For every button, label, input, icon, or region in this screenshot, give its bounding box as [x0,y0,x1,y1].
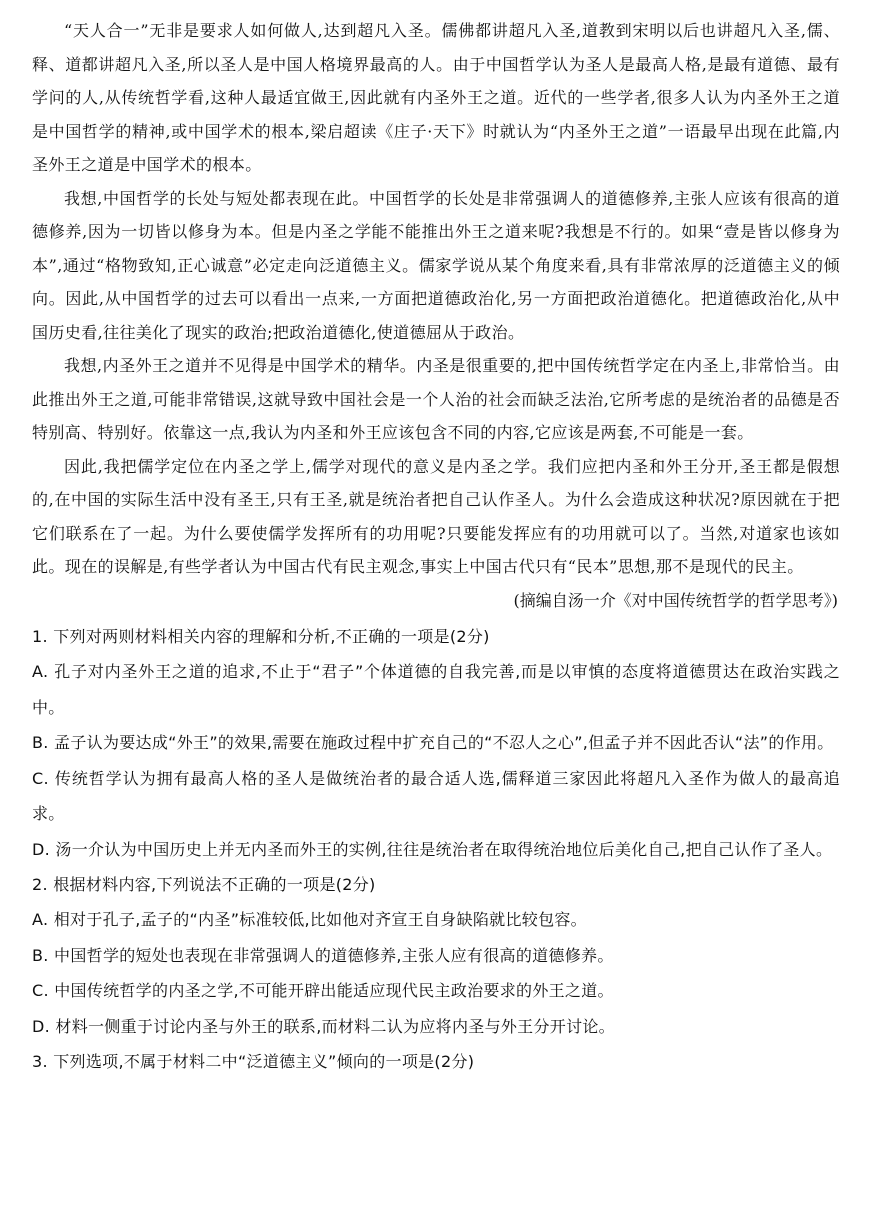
question-1 [32,619,840,867]
question-stem: 3. 下列选项,不属于材料二中“泛道德主义”倾向的一项是(2分) [32,1052,475,1071]
question-2 [32,867,840,1044]
passage-paragraph: 因此,我把儒学定位在内圣之学上,儒学对现代的意义是内圣之学。我们应把内圣和外王分开,圣王都是假想的,在中国的实际生活中没有圣王,只有王圣,就是统治者把自己认作圣人。为什么会造成这种状况?原因就在于把它们联系在了一起。为什么要使儒学发挥所有的功用呢?只要能发挥应有的功用就可以了。当然,对道家也该如此。现在的误解是,有些学者认为中国古代有民主观念,事实上中国古代只有“民本”思想,那不是现代的民主。 [32,456,840,576]
option-d[interactable]: D. 汤一介认为中国历史上并无内圣而外王的实例,往往是统治者在取得统治地位后美化自己,把自己认作了圣人。 [32,839,833,859]
option-c[interactable]: C. 中国传统哲学的内圣之学,不可能开辟出能适应现代民主政治要求的外王之道。 [32,981,614,1000]
option-b[interactable]: B. 中国哲学的短处也表现在非常强调人的道德修养,主张人应有很高的道德修养。 [32,945,614,965]
option-d[interactable]: D. 材料一侧重于讨论内圣与外王的联系,而材料二认为应将内圣与外王分开讨论。 [32,1016,615,1036]
passage-paragraph: 我想,中国哲学的长处与短处都表现在此。中国哲学的长处是非常强调人的道德修养,主张人应该有很高的道德修养,因为一切皆以修身为本。但是内圣之学能不能推出外王之道来呢?我想是不行的。如果“壹是皆以修身为本”,通过“格物致知,正心诚意”必定走向泛道德主义。儒家学说从某个角度来看,具有非常浓厚的泛道德主义的倾向。因此,从中国哲学的过去可以看出一点来,一方面把道德政治化,另一方面把政治道德化。把道德政治化,从中国历史看,往往美化了现实的政治;把政治道德化,使道德屈从于政治。 [32,188,840,342]
question-3 [32,1044,840,1079]
reading-passage [32,14,840,617]
question-list [32,619,840,1079]
option-b[interactable]: B. 孟子认为要达成“外王”的效果,需要在施政过程中扩充自己的“不忍人之心”,但孟子并不因此否认“法”的作用。 [32,733,834,752]
option-c[interactable]: C. 传统哲学认为拥有最高人格的圣人是做统治者的最合适人选,儒释道三家因此将超凡入圣作为做人的最高追求。 [32,768,840,823]
question-stem: 1. 下列对两则材料相关内容的理解和分析,不正确的一项是(2分) [32,627,490,646]
option-a[interactable]: A. 相对于孔子,孟子的“内圣”标准较低,比如他对齐宣王自身缺陷就比较包容。 [32,910,587,929]
passage-paragraph: “天人合一”无非是要求人如何做人,达到超凡入圣。儒佛都讲超凡入圣,道教到宋明以后也讲超凡入圣,儒、释、道都讲超凡入圣,所以圣人是中国人格境界最高的人。由于中国哲学认为圣人是最高人格,是最有道德、最有学问的人,从传统哲学看,这种人最适宜做王,因此就有内圣外王之道。近代的一些学者,很多人认为内圣外王之道是中国哲学的精神,或中国学术的根本,梁启超读《庄子·天下》时就认为“内圣外王之道”一语最早出现在此篇,内圣外王之道是中国学术的根本。 [32,21,840,174]
passage-paragraph: 我想,内圣外王之道并不见得是中国学术的精华。内圣是很重要的,把中国传统哲学定在内圣上,非常恰当。由此推出外王之道,可能非常错误,这就导致中国社会是一个人治的社会而缺乏法治,它所考虑的是统治者的品德是否特别高、特别好。依靠这一点,我认为内圣和外王应该包含不同的内容,它应该是两套,不可能是一套。 [32,356,840,442]
question-stem: 2. 根据材料内容,下列说法不正确的一项是(2分) [32,875,376,894]
option-a[interactable]: A. 孔子对内圣外王之道的追求,不止于“君子”个体道德的自我完善,而是以审慎的态度将道德贯达在政治实践之中。 [32,662,840,717]
passage-source: (摘编自汤一介《对中国传统哲学的哲学思考》) [513,590,838,610]
